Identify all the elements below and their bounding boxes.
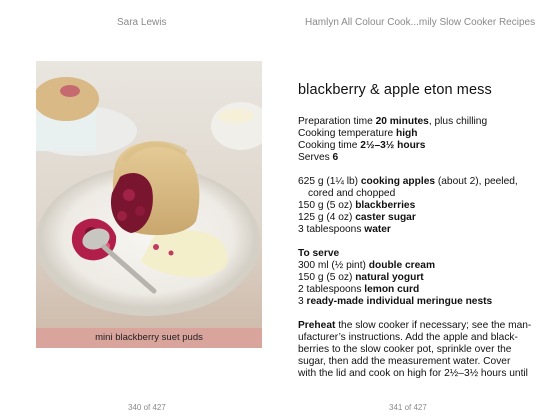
to-serve-heading: To serve xyxy=(298,248,340,259)
method-line-text: ufacturer’s instructions. Add the apple and black- xyxy=(298,332,518,343)
info-line-bold: high xyxy=(395,128,418,139)
ingredient-line-bold: cooking apples xyxy=(360,176,436,187)
ingredient-line xyxy=(298,188,538,200)
info-line-text: Cooking temperature xyxy=(298,128,396,139)
serve-line-bold: natural yogurt xyxy=(355,272,424,283)
ingredient-line-text: 3 tablespoons xyxy=(298,224,365,235)
ingredient-line xyxy=(298,176,538,188)
info-line xyxy=(298,128,538,140)
page-number-right: 341 of 427 xyxy=(389,403,427,412)
ingredients-list xyxy=(298,176,538,236)
serve-line xyxy=(298,272,538,284)
info-line-after: , plus chilling xyxy=(428,116,488,127)
ingredient-line-text: 125 g (4 oz) xyxy=(298,212,356,223)
serve-line-bold: lemon curd xyxy=(364,284,420,295)
info-line xyxy=(298,152,538,164)
info-line-text: Cooking time xyxy=(298,140,361,151)
photo-caption: mini blackberry suet puds xyxy=(36,328,262,348)
method-line xyxy=(298,320,538,332)
method-line-text: sugar, then add the measurement water. Cover xyxy=(298,356,511,367)
method-line-text: berries to the slow cooker pot, sprinkle over the xyxy=(298,344,512,355)
info-line-bold: 2½–3½ hours xyxy=(360,140,426,151)
info-line xyxy=(298,116,538,128)
method-line-after: the slow cooker if necessary; see the man- xyxy=(335,320,532,331)
ingredient-line xyxy=(298,224,538,236)
method-line xyxy=(298,344,538,356)
recipe-info xyxy=(298,116,538,164)
serve-line-bold: double cream xyxy=(368,260,436,271)
serve-line xyxy=(298,260,538,272)
serve-line xyxy=(298,284,538,296)
recipe-title: blackberry & apple eton mess xyxy=(298,82,492,98)
method-line xyxy=(298,332,538,344)
recipe-text xyxy=(298,82,538,380)
serve-line-bold: ready-made individual meringue nests xyxy=(306,296,493,307)
info-line xyxy=(298,140,538,152)
serve-line-text: 300 ml (½ pint) xyxy=(298,260,369,271)
ingredient-line-bold: water xyxy=(364,224,391,235)
info-line-bold: 20 minutes xyxy=(375,116,429,127)
ingredient-line xyxy=(298,200,538,212)
ingredient-line-text: cored and chopped xyxy=(308,188,396,199)
method-text xyxy=(298,320,538,380)
ingredient-line xyxy=(298,212,538,224)
book-title-header: Hamlyn All Colour Cook...mily Slow Cooker Recipes xyxy=(305,17,536,28)
page-number-left: 340 of 427 xyxy=(128,403,166,412)
ingredient-line-text: 625 g (1¼ lb) xyxy=(298,176,361,187)
info-line-text: Preparation time xyxy=(298,116,376,127)
serve-line-text: 2 tablespoons xyxy=(298,284,365,295)
ingredient-line-after: (about 2), peeled, xyxy=(435,176,518,187)
method-line xyxy=(298,368,538,380)
info-line-text: Serves xyxy=(298,152,333,163)
method-line-text: with the lid and cook on high for 2½–3½ hours until xyxy=(298,368,528,379)
serve-line xyxy=(298,296,538,308)
to-serve-list xyxy=(298,260,538,308)
serve-line-text: 3 xyxy=(298,296,307,307)
ingredient-line-text: 150 g (5 oz) xyxy=(298,200,356,211)
method-line xyxy=(298,356,538,368)
author-header: Sara Lewis xyxy=(117,17,167,28)
pudding-illustration xyxy=(36,61,262,348)
method-line-bold: Preheat xyxy=(298,320,336,331)
ingredient-line-bold: caster sugar xyxy=(355,212,416,223)
info-line-bold: 6 xyxy=(332,152,339,163)
serve-line-text: 150 g (5 oz) xyxy=(298,272,356,283)
recipe-photo xyxy=(36,61,262,348)
ingredient-line-bold: blackberries xyxy=(355,200,416,211)
